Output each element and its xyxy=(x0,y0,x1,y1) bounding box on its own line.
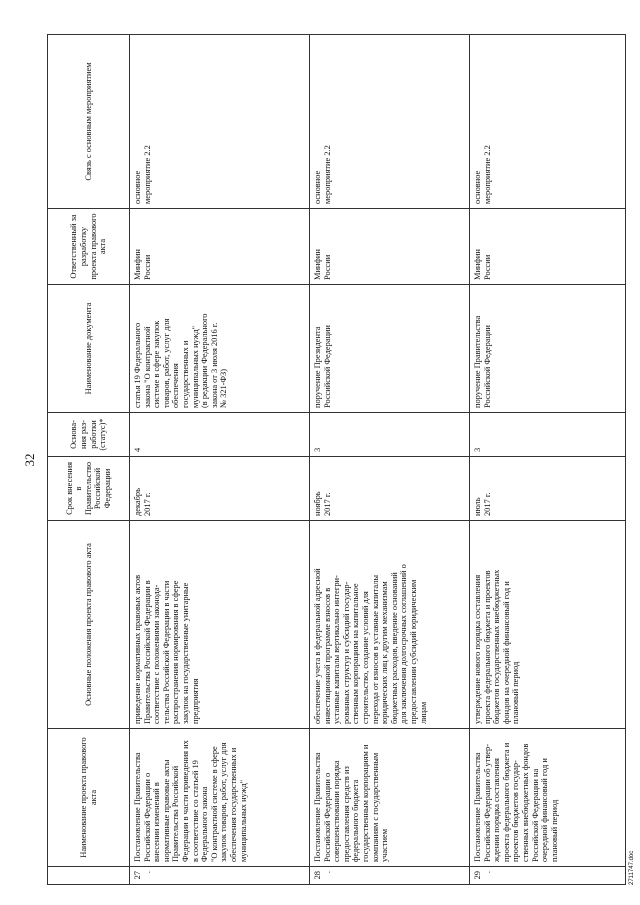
row-link: основное мероприятие 2.2 xyxy=(470,35,626,209)
page-number: 32 xyxy=(22,453,37,467)
table-row xyxy=(130,35,310,885)
header-basis: Основа-ния раз-работки (статус)* xyxy=(48,413,130,457)
row-number: 29. xyxy=(470,867,626,885)
row-link: основное мероприятие 2.2 xyxy=(310,35,470,209)
header-main-provisions: Основные положения проекта правового акта xyxy=(48,521,130,729)
row-responsible: Минфин России xyxy=(310,209,470,285)
row-number: 27. xyxy=(130,867,310,885)
legal-acts-table xyxy=(47,34,626,885)
row-basis: 3 xyxy=(310,413,470,457)
header-row xyxy=(48,35,130,885)
header-project-name: Наименование проекта правового акта xyxy=(48,729,130,867)
row-basis: 3 xyxy=(470,413,626,457)
row-document-name: статья 19 Федерального закона "О контрактной системе в сфере закупок товаров, работ, услуг для обеспечения государственных и муниципальных нужд" (в редакции Федерального закона от 3 июля 2016 г. № 321-ФЗ) xyxy=(130,285,310,413)
row-basis: 4 xyxy=(130,413,310,457)
table-row xyxy=(310,35,470,885)
row-project-name: Постановление Правительства Российской Федерации о внесении изменений в нормативные правовые акты Правительства Российской Федерации в части приведения их в соответствие со статьей 19 Федерального закона "О контрактной системе в сфере закупок товаров, работ, услуг для обеспечения государственных и муниципальных нужд" xyxy=(130,729,310,867)
row-deadline: ноябрь 2017 г. xyxy=(310,457,470,521)
header-deadline: Срок внесения в Правительство Российской Федерации xyxy=(48,457,130,521)
header-document-name: Наименование документа xyxy=(48,285,130,413)
row-link: основное мероприятие 2.2 xyxy=(130,35,310,209)
row-number: 28. xyxy=(310,867,470,885)
header-responsible: Ответственный за разработку проекта правового акта xyxy=(48,209,130,285)
header-link: Связь с основным мероприятием xyxy=(48,35,130,209)
row-main-provisions: обеспечение учета в федеральной адресной инвестиционной программе взносов в уставные капиталы вертикально интегри- рованных структур и субсидий государ- ственным корпорациям на капитальное строительство, создание условий для перехода от взносов в уставные капиталы юридических лиц к другим механизмам бюджетных расходов, введение оснований для заключения долгосрочных соглашений о предоставлении субсидий юридическим лицам xyxy=(310,521,470,729)
row-main-provisions: приведение нормативных правовых актов Правительства Российской Федерации в соответствие с положениями законода- тельства Российской Федерации в части распространения нормирования в сфере закупок на государственные унитарные предприятия xyxy=(130,521,310,729)
row-document-name: поручение Президента Российской Федерации xyxy=(310,285,470,413)
row-deadline: декабрь 2017 г. xyxy=(130,457,310,521)
table-row xyxy=(470,35,626,885)
row-project-name: Постановление Правительства Российской Федерации об утвер- ждении порядка составления проекта федерального бюджета и проектов бюджетов государ- ственных внебюджетных фондов Российской Федерации на очередной финансовый год и плановый период xyxy=(470,729,626,867)
row-responsible: Минфин России xyxy=(470,209,626,285)
row-project-name: Постановление Правительства Российской Федерации о совершенствовании порядка предоставления средств из федерального бюджета государственным корпорациям и компаниям с государственным участием xyxy=(310,729,470,867)
row-deadline: июль 2017 г. xyxy=(470,457,626,521)
row-main-provisions: утверждение нового порядка составления проекта федерального бюджета и проектов бюджетов государственных внебюджетных фондов на очередной финансовый год и плановый период xyxy=(470,521,626,729)
footer-filename: 2711747.doc xyxy=(629,850,635,885)
rotated-page xyxy=(22,35,635,885)
row-document-name: поручение Правительства Российской Федерации xyxy=(470,285,626,413)
header-number xyxy=(48,867,130,885)
row-responsible: Минфин России xyxy=(130,209,310,285)
